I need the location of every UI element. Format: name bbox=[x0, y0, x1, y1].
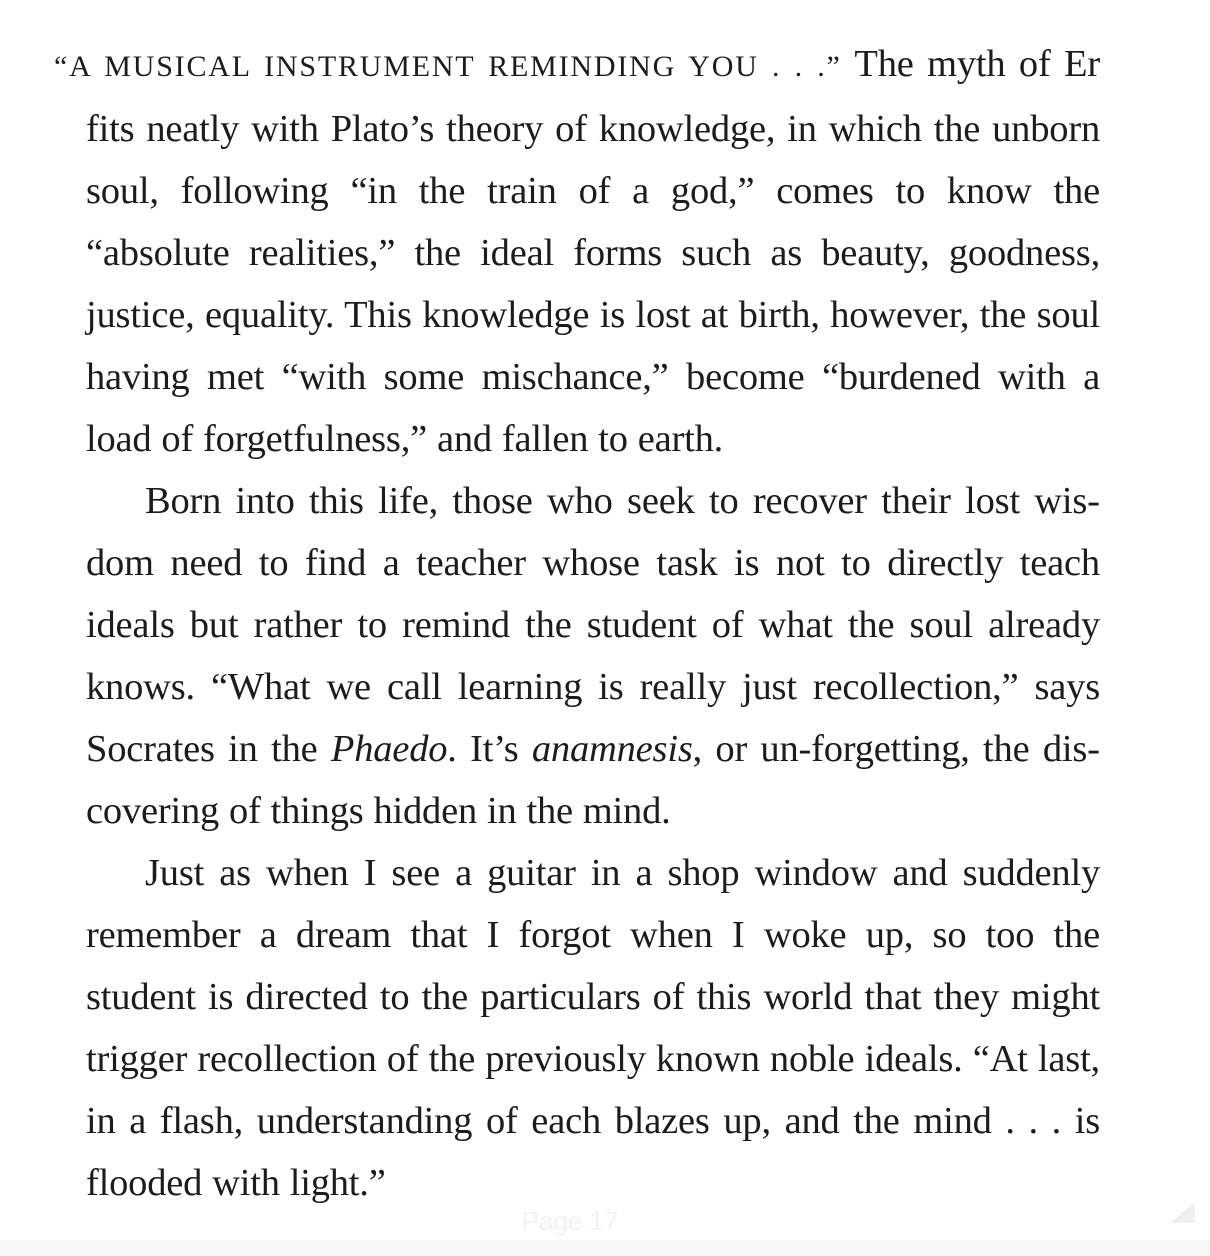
section-lead-in: “A MUSICAL INSTRUMENT REMINDING YOU . . .” bbox=[54, 50, 842, 83]
title-phaedo: Phaedo bbox=[330, 728, 448, 770]
paragraph-2-text-end: , or un-forgetting, the discovering of things hidden in the mind. bbox=[86, 728, 1100, 832]
body-text bbox=[54, 33, 1100, 1214]
paragraph-2-text-middle: . It’s bbox=[447, 728, 532, 770]
paragraph-1-text: The myth of Er fits neatly with Plato’s theory of knowledge, in which the unborn soul, following “in the train of a god,” comes to know the “absolute realities,” the ideal forms such as beauty, goodness, justice, equality. This knowledge is lost at birth, however, the soul having met “with some mischance,” become “burdened with a load of forgetfulness,” and fallen to earth. bbox=[86, 43, 1100, 460]
term-anamnesis: anamnesis bbox=[531, 728, 693, 770]
paragraph-1 bbox=[54, 33, 1100, 470]
page-curl-icon[interactable] bbox=[1166, 1196, 1200, 1230]
paragraph-3 bbox=[86, 842, 1100, 1214]
paragraph-3-text: Just as when I see a guitar in a shop window and suddenly remember a dream that I forgot when I woke up, so too the student is directed to the particulars of this world that they might trigger recollection of the previously known noble ideals. “At last, in a flash, understanding of each blazes up, and the mind . . . is flooded with light.” bbox=[86, 852, 1100, 1204]
bottom-band bbox=[0, 1240, 1210, 1256]
paragraph-2-text-start: Born into this life, those who seek to recover their lost wisdom need to find a teacher whose task is not to directly teach ideals but rather to remind the student of what the soul already knows. “What we call learning is really just recollection,” says Socrates in the bbox=[86, 480, 1100, 770]
paragraph-2 bbox=[86, 470, 1100, 842]
page-curl-icon-graphic bbox=[1166, 1196, 1200, 1230]
page-number: Page 17 bbox=[521, 1206, 619, 1236]
